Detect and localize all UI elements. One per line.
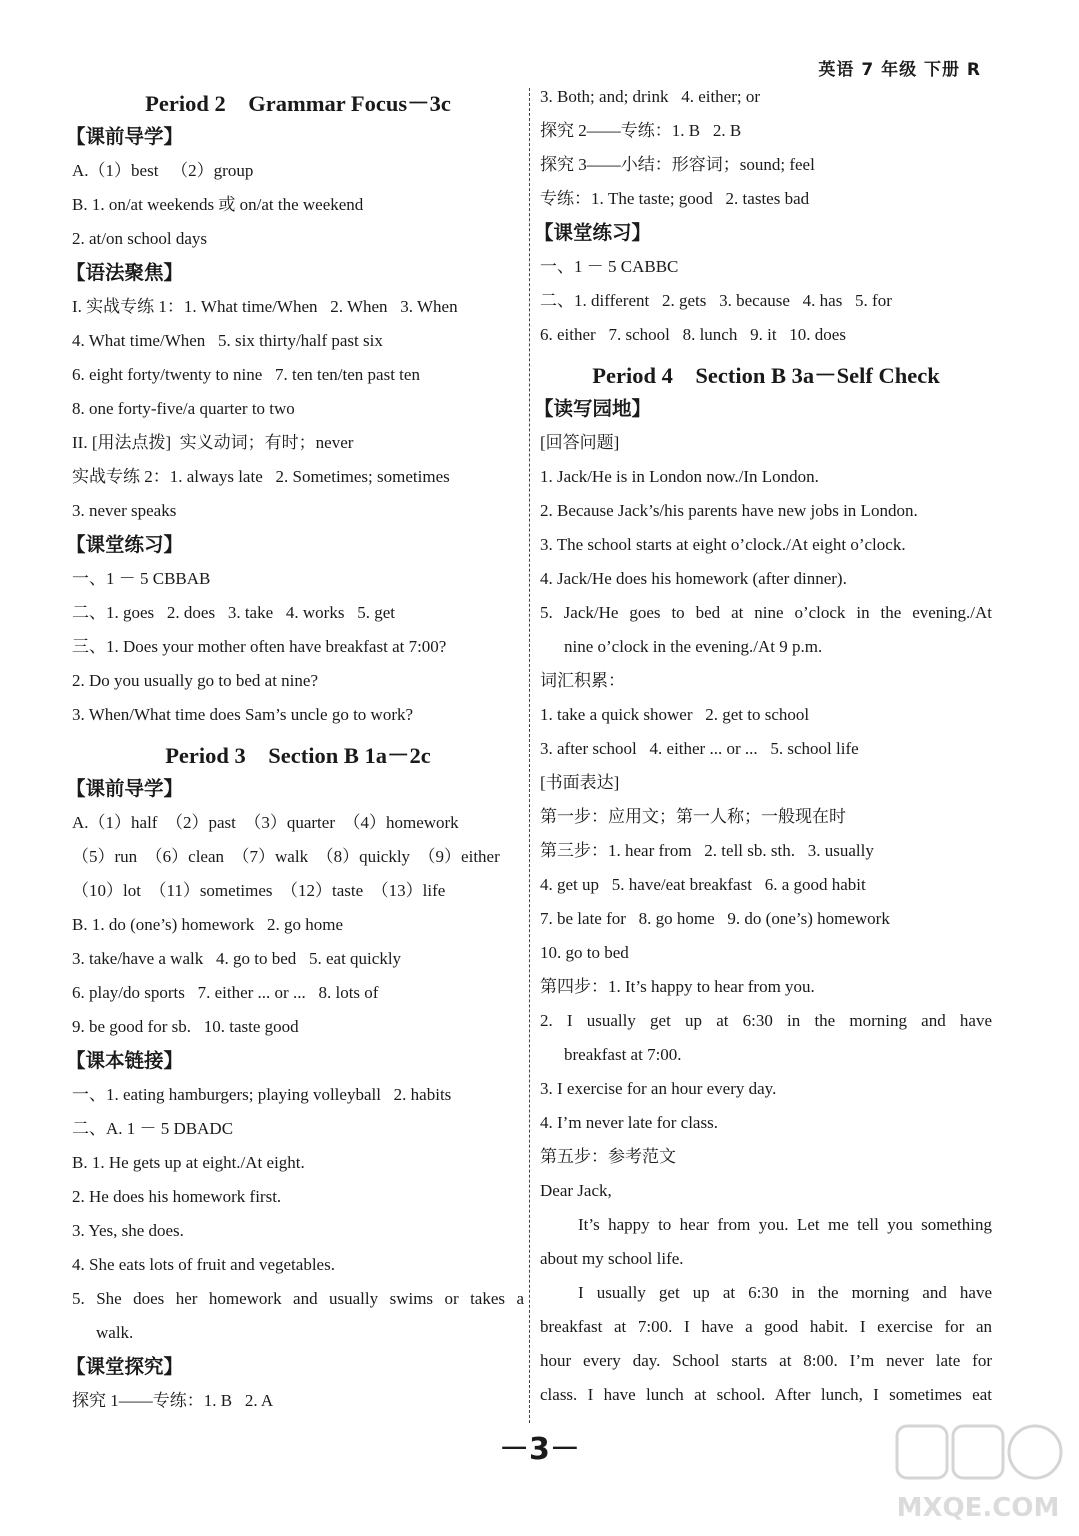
text-line: 3. Yes, she does. [72,1221,184,1240]
text-line: 7. be late for 8. go home 9. do (one’s) homework [540,909,890,928]
text-line: 二、1. goes 2. does 3. take 4. works 5. get [72,603,395,622]
text-line: II. [用法点拨] 实义动词；有时；never [72,433,354,452]
text-line: B. 1. He gets up at eight./At eight. [72,1153,305,1172]
text-line: 8. one forty-five/a quarter to two [72,399,295,418]
text-line: [书面表达] [540,773,620,792]
text-line: 一、1. eating hamburgers; playing volleyball 2. habits [72,1085,452,1104]
text-line: 第一步：应用文；第一人称；一般现在时 [540,807,846,826]
section-title: Period 4 Section B 3a－Self Check [592,363,940,388]
section-heading: 【课前导学】 [66,125,184,148]
text-line: 二、A. 1 － 5 DBADC [72,1119,234,1138]
text-line: class. I have lunch at school. After lunch, I sometimes eat [540,1385,992,1404]
section-heading: 【语法聚焦】 [66,261,184,284]
text-line: 三、1. Does your mother often have breakfast at 7:00? [72,637,447,656]
right-column [534,80,992,1412]
text-line: 一、1 － 5 CBBAB [72,569,211,588]
text-line: （5）run （6）clean （7）walk （8）quickly （9）either [72,847,500,866]
text-line: 6. either 7. school 8. lunch 9. it 10. does [540,325,846,344]
text-line: 10. go to bed [540,943,629,962]
text-line: 第四步：1. It’s happy to hear from you. [540,977,815,996]
text-line: about my school life. [540,1249,684,1268]
text-line: B. 1. on/at weekends 或 on/at the weekend [72,195,364,214]
text-line: 探究 2——专练：1. B 2. B [540,121,742,140]
section-heading: 【读写园地】 [534,397,652,420]
page-number: －3－ [499,1432,580,1467]
text-line: breakfast at 7:00. I have a good habit. I exercise for an [540,1317,992,1336]
text-line: 2. Because Jack’s/his parents have new jobs in London. [540,501,918,520]
text-line: 3. after school 4. either ... or ... 5. school life [540,739,859,758]
section-title: Period 3 Section B 1a－2c [165,743,431,768]
text-line: 6. play/do sports 7. either ... or ... 8. lots of [72,983,379,1002]
text-line: 4. I’m never late for class. [540,1113,718,1132]
text-line: 1. take a quick shower 2. get to school [540,705,810,724]
svg-text:MXQE.COM: MXQE.COM [896,1493,1060,1523]
text-line: 一、1 － 5 CABBC [540,257,679,276]
section-heading: 【课前导学】 [66,777,184,800]
text-line: 探究 1——专练：1. B 2. A [72,1391,274,1410]
text-line: 4. She eats lots of fruit and vegetables. [72,1255,335,1274]
text-line: 5. She does her homework and usually swims or takes a [72,1289,524,1308]
text-line: hour every day. School starts at 8:00. I’m never late for [540,1351,992,1370]
text-line: 3. take/have a walk 4. go to bed 5. eat quickly [72,949,402,968]
text-line: 1. Jack/He is in London now./In London. [540,467,819,486]
watermark-logo [889,1420,1067,1528]
text-line: 5. Jack/He goes to bed at nine o’clock in the evening./At [540,603,992,622]
text-line: 实战专练 2：1. always late 2. Sometimes; sometimes [72,467,450,486]
text-line: 3. never speaks [72,501,177,520]
text-line: 2. at/on school days [72,229,208,248]
page-header: 英语 7 年级 下册 R [818,60,981,80]
text-line: 9. be good for sb. 10. taste good [72,1017,299,1036]
text-line: 专练：1. The taste; good 2. tastes bad [540,189,810,208]
left-column [66,80,524,1418]
text-line: A.（1）half （2）past （3）quarter （4）homework [72,813,459,832]
text-line: （10）lot （11）sometimes （12）taste （13）life [72,881,446,900]
text-line: A.（1）best （2）group [72,161,254,180]
section-heading: 【课堂练习】 [66,533,184,556]
text-line: Dear Jack, [540,1181,612,1200]
text-line: 2. He does his homework first. [72,1187,282,1206]
text-line: I. 实战专练 1：1. What time/When 2. When 3. When [72,297,458,316]
text-line: B. 1. do (one’s) homework 2. go home [72,915,344,934]
text-line: 2. I usually get up at 6:30 in the morning and have [540,1011,992,1030]
text-line: 4. What time/When 5. six thirty/half past six [72,331,383,350]
text-line: 3. I exercise for an hour every day. [540,1079,777,1098]
paragraph-start-line: I usually get up at 6:30 in the morning and have [578,1283,992,1302]
section-heading: 【课本链接】 [66,1049,184,1072]
text-line: 二、1. different 2. gets 3. because 4. has 5. for [540,291,892,310]
text-line: 3. Both; and; drink 4. either; or [540,87,761,106]
text-line-continued: nine o’clock in the evening./At 9 p.m. [564,637,823,656]
paragraph-start-line: It’s happy to hear from you. Let me tell you something [578,1215,992,1234]
text-line: 3. The school starts at eight o’clock./At eight o’clock. [540,535,906,554]
text-line: 4. get up 5. have/eat breakfast 6. a good habit [540,875,866,894]
text-line: 第五步：参考范文 [540,1147,676,1166]
text-line: 第三步：1. hear from 2. tell sb. sth. 3. usually [540,841,874,860]
text-line: 2. Do you usually go to bed at nine? [72,671,318,690]
text-line: 探究 3——小结：形容词；sound; feel [540,155,815,174]
section-title: Period 2 Grammar Focus－3c [145,91,451,116]
section-heading: 【课堂练习】 [534,221,652,244]
text-line: 6. eight forty/twenty to nine 7. ten ten/ten past ten [72,365,420,384]
text-line: [回答问题] [540,433,620,452]
text-line: 词汇积累： [540,671,625,690]
text-line-continued: walk. [96,1323,134,1342]
text-line-continued: breakfast at 7:00. [564,1045,682,1064]
section-heading: 【课堂探究】 [66,1355,184,1378]
column-divider [529,88,530,1423]
text-line: 3. When/What time does Sam’s uncle go to work? [72,705,414,724]
text-line: 4. Jack/He does his homework (after dinner). [540,569,847,588]
